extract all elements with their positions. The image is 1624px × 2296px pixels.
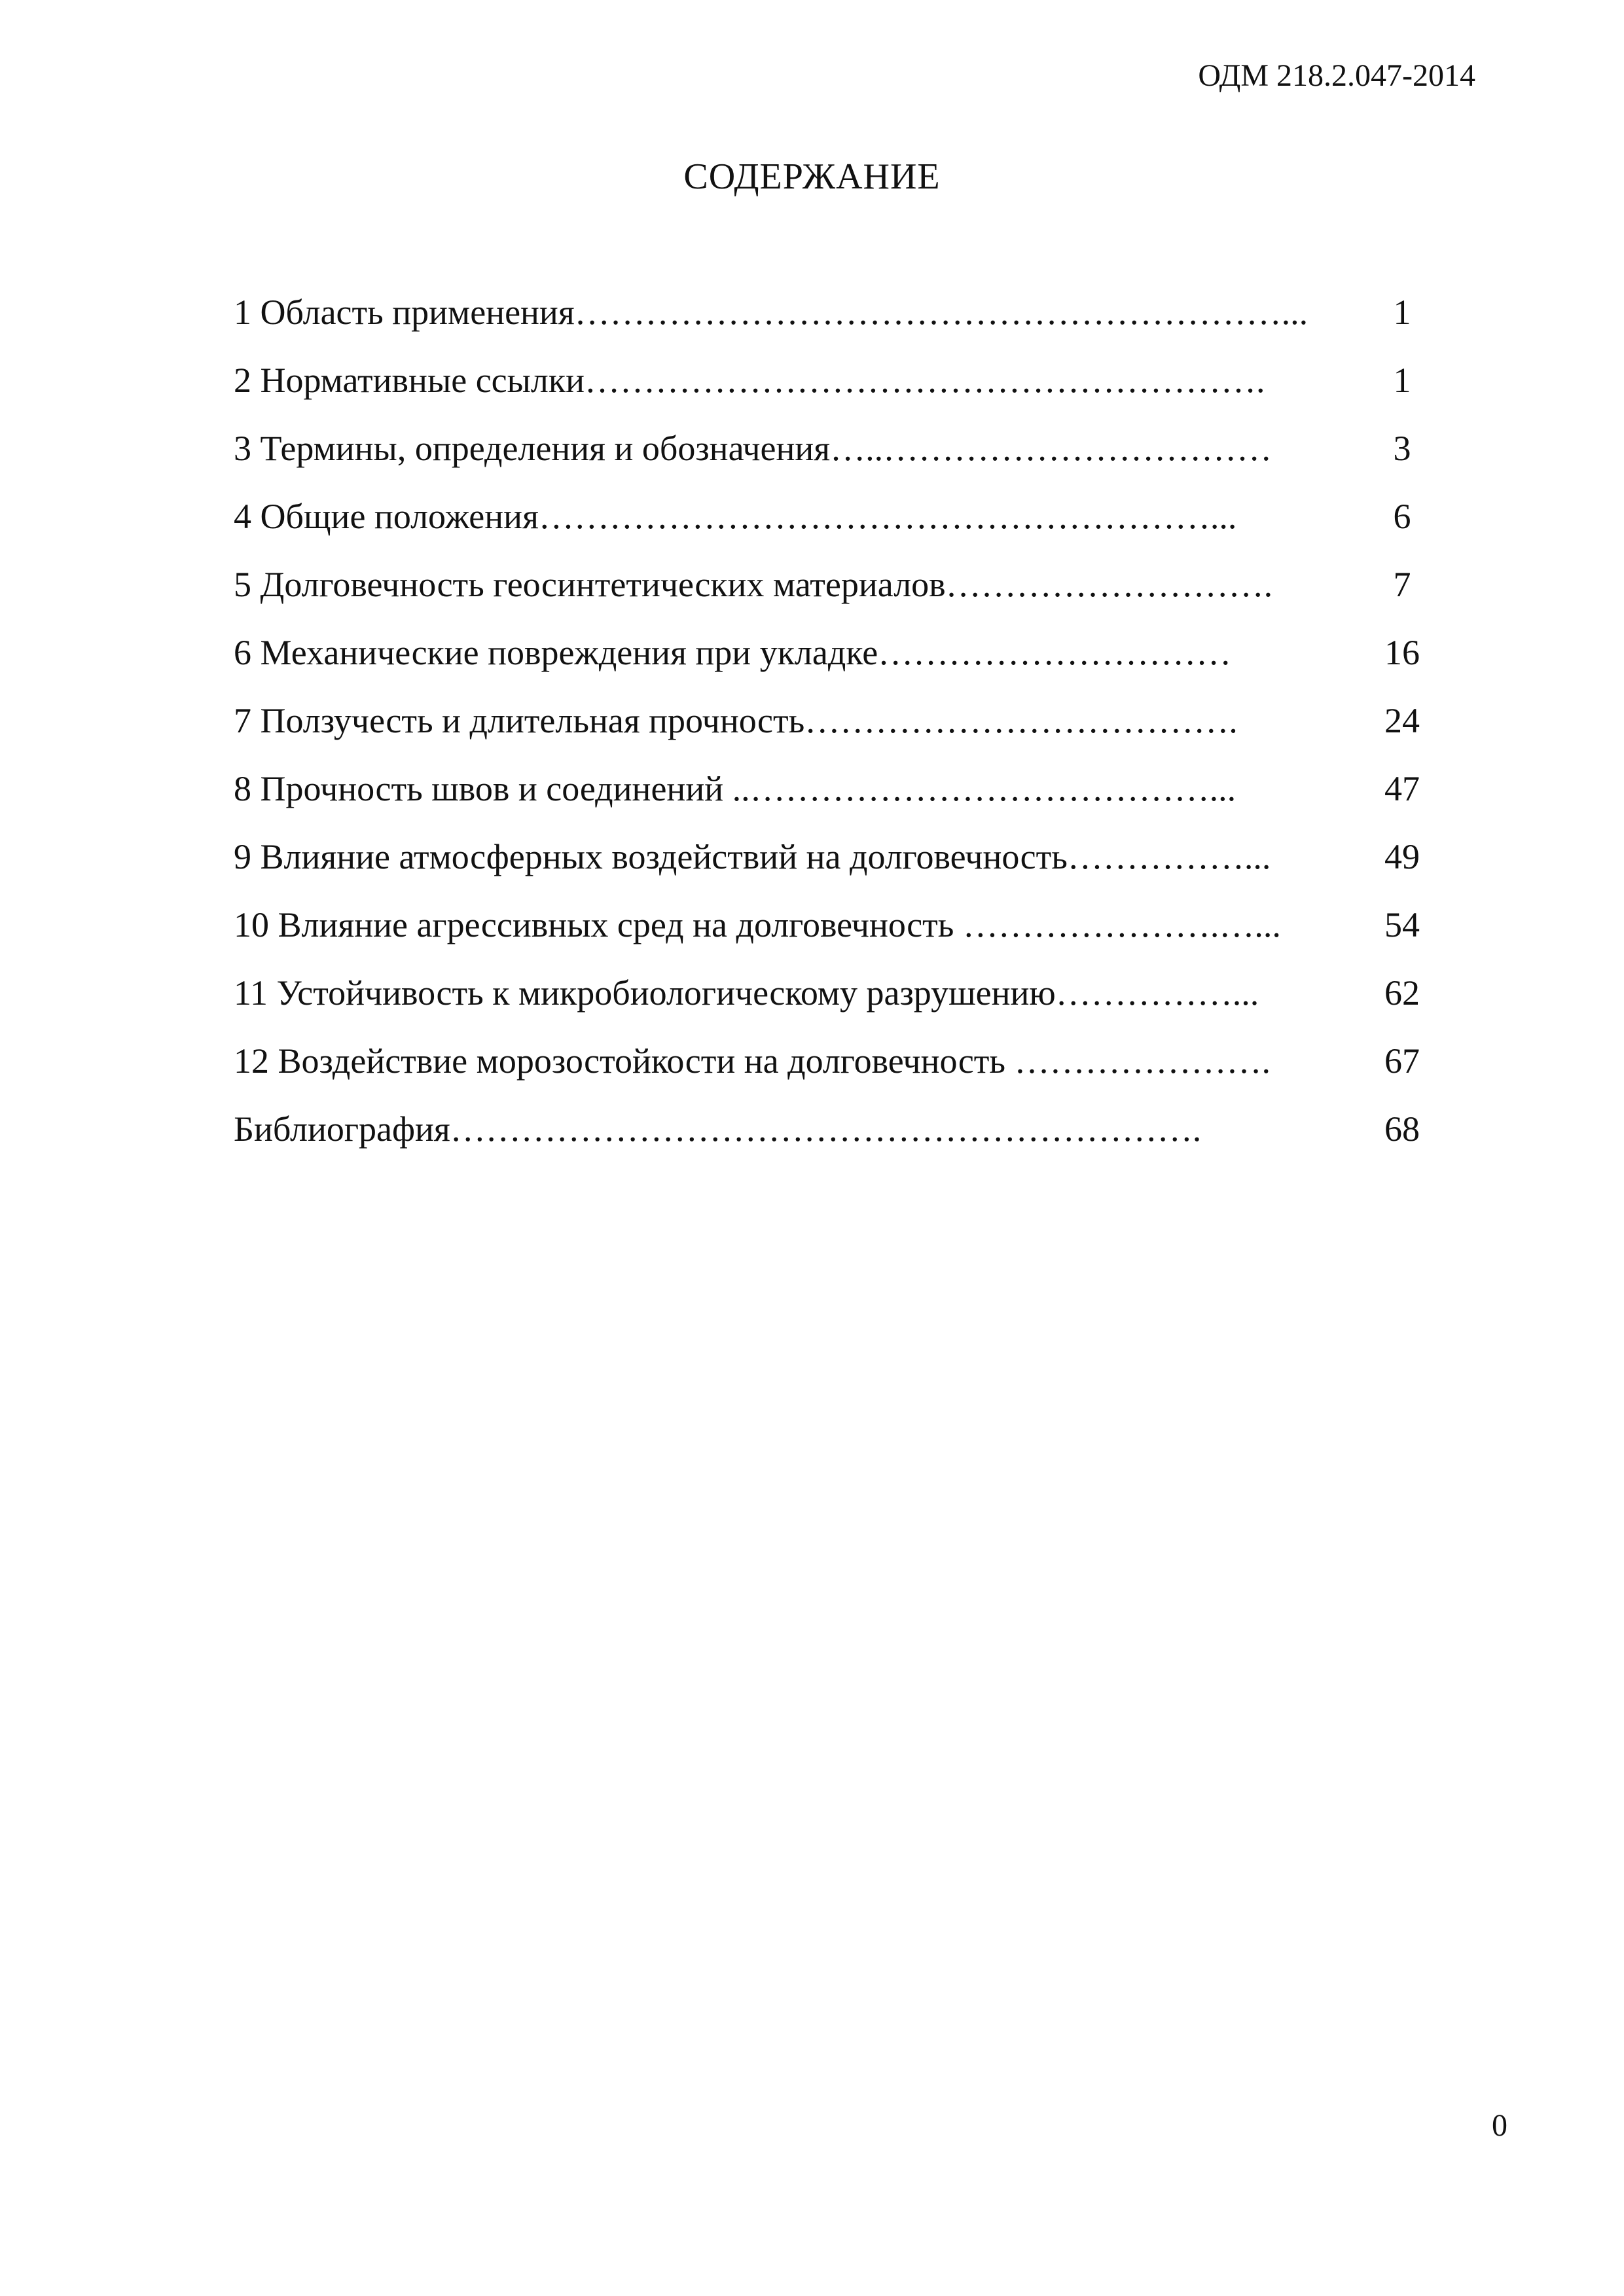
toc-entry-page: 49 [1384, 837, 1420, 876]
toc-entry[interactable] [234, 1043, 1432, 1111]
toc-entry-page: 67 [1384, 1041, 1420, 1081]
toc-entry-title: 7 Ползучесть и длительная прочность………………………………. [234, 701, 1238, 740]
toc-entry-page: 1 [1393, 293, 1411, 332]
toc-entry[interactable] [234, 431, 1432, 499]
toc-entry-page: 16 [1384, 633, 1420, 672]
toc-entry[interactable] [234, 839, 1432, 907]
toc-entry[interactable] [234, 1111, 1432, 1179]
toc-entry[interactable] [234, 363, 1432, 431]
toc-entry-title: 6 Механические повреждения при укладке………………………… [234, 633, 1232, 672]
toc-heading: СОДЕРЖАНИЕ [683, 156, 941, 197]
toc-entry[interactable] [234, 295, 1432, 363]
toc-entry-page: 68 [1384, 1109, 1420, 1149]
toc-entry-page: 24 [1384, 701, 1420, 740]
toc-entry[interactable] [234, 567, 1432, 635]
toc-entry[interactable] [234, 703, 1432, 771]
table-of-contents [234, 295, 1432, 1179]
toc-entry-page: 62 [1384, 973, 1420, 1013]
toc-entry[interactable] [234, 499, 1432, 567]
toc-entry-title: 8 Прочность швов и соединений ..…………………………………... [234, 769, 1236, 808]
toc-entry-title: 10 Влияние агрессивных сред на долговечность ………………….…... [234, 905, 1281, 944]
toc-entry-title: 2 Нормативные ссылки…………………………………………………. [234, 361, 1265, 400]
toc-entry-title: Библиография………………………………………………………. [234, 1109, 1202, 1149]
toc-entry-title: 4 Общие положения…………………………………………………... [234, 497, 1237, 536]
document-code: ОДМ 218.2.047-2014 [1198, 58, 1475, 93]
toc-entry-title: 5 Долговечность геосинтетических материалов………………………. [234, 565, 1273, 604]
toc-entry[interactable] [234, 975, 1432, 1043]
toc-entry-page: 6 [1393, 497, 1411, 536]
toc-entry-page: 47 [1384, 769, 1420, 808]
toc-entry-page: 1 [1393, 361, 1411, 400]
toc-entry[interactable] [234, 635, 1432, 703]
toc-entry-title: 11 Устойчивость к микробиологическому разрушению……………... [234, 973, 1259, 1013]
toc-entry-title: 1 Область применения……………………………………………………... [234, 293, 1308, 332]
toc-entry-page: 3 [1393, 429, 1411, 468]
toc-entry-title: 9 Влияние атмосферных воздействий на долговечность……………... [234, 837, 1271, 876]
toc-entry-title: 3 Термины, определения и обозначения…..…………………………… [234, 429, 1272, 468]
toc-entry[interactable] [234, 907, 1432, 975]
toc-entry-page: 54 [1384, 905, 1420, 944]
toc-entry-title: 12 Воздействие морозостойкости на долговечность …………………. [234, 1041, 1271, 1081]
page-number: 0 [1492, 2108, 1507, 2143]
toc-entry[interactable] [234, 771, 1432, 839]
toc-entry-page: 7 [1393, 565, 1411, 604]
